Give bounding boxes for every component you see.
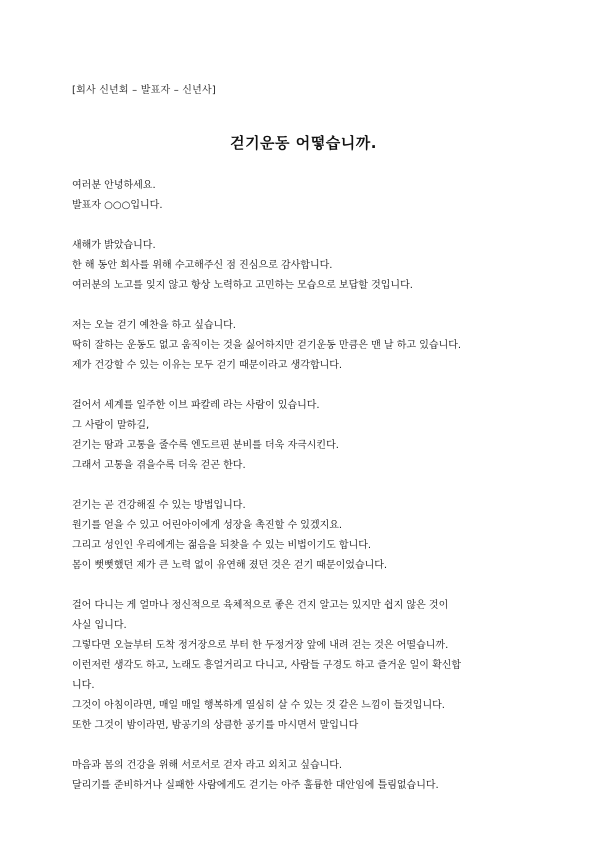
text-line: 그리고 성인인 우리에게는 젊음을 되찾을 수 있는 비법이기도 합니다. (72, 540, 372, 551)
text-line: 여러분의 노고를 잊지 않고 항상 노력하고 고민하는 모습으로 보답할 것입니다. (72, 280, 413, 291)
text-line: 또한 그것이 밤이라면, 밤공기의 상큼한 공기를 마시면서 말입니다 (72, 720, 359, 731)
paragraph (72, 756, 535, 796)
document-title: 걷기운동 어떻습니까. (230, 134, 377, 152)
text-line: 새해가 밝았습니다. (72, 240, 156, 251)
text-line: 몸이 뻣뻣했던 제가 큰 노력 없이 유연해 졌던 것은 걷기 때문이었습니다. (72, 560, 388, 571)
text-line: 달리기를 준비하거나 실패한 사람에게도 걷기는 아주 훌륭한 대안임에 틀림없습니다. (72, 780, 439, 791)
document-body (72, 176, 535, 796)
text-line: 제가 건강할 수 있는 이유는 모두 걷기 때문이라고 생각합니다. (72, 360, 343, 371)
text-line: 원기를 얻을 수 있고 어린아이에게 성장을 촉진할 수 있겠지요. (72, 520, 343, 531)
text-line: 한 해 동안 회사를 위해 수고해주신 점 진심으로 감사합니다. (72, 260, 333, 271)
text-line: 그 사람이 말하길, (72, 420, 150, 431)
paragraph (72, 236, 535, 296)
text-line: 걷기는 곧 건강해질 수 있는 방법입니다. (72, 500, 246, 511)
text-line: 걷기는 땀과 고통을 줄수록 엔도르핀 분비를 더욱 자극시킨다. (72, 440, 339, 451)
paragraph (72, 496, 535, 576)
text-line: 여러분 안녕하세요. (72, 180, 156, 191)
text-line: 사실 입니다. (72, 620, 127, 631)
text-line: 딱히 잘하는 운동도 없고 움직이는 것을 싫어하지만 걷기운동 만큼은 맨 날 하고 있습니다. (72, 340, 462, 351)
header-tag: [회사 신년회 – 발표자 – 신년사] (72, 85, 216, 96)
text-line: 그래서 고통을 겪을수록 더욱 걷곤 한다. (72, 460, 246, 471)
paragraph (72, 396, 535, 476)
text-line: 니다. (72, 680, 95, 691)
text-line: 걸어서 세계를 일주한 이브 파칼레 라는 사람이 있습니다. (72, 400, 320, 411)
text-line: 저는 오늘 걷기 예찬을 하고 싶습니다. (72, 320, 236, 331)
text-line: 걸어 다니는 게 얼마나 정신적으로 육체적으로 좋은 건지 알고는 있지만 쉽지 않은 것이 (72, 600, 449, 611)
text-line: 마음과 몸의 건강을 위해 서로서로 걷자 라고 외치고 싶습니다. (72, 760, 343, 771)
paragraph (72, 176, 535, 216)
text-line: 발표자 ○○○입니다. (72, 200, 163, 211)
paragraph (72, 316, 535, 376)
text-line: 그렇다면 오늘부터 도착 정거장으로 부터 한 두정거장 앞에 내려 걷는 것은 어떨습니까. (72, 640, 449, 651)
text-line: 그것이 아침이라면, 매일 매일 행복하게 열심히 살 수 있는 것 같은 느낌이 들것입니다. (72, 700, 445, 711)
paragraph (72, 596, 535, 736)
text-line: 이런저런 생각도 하고, 노래도 흥얼거리고 다니고, 사람들 구경도 하고 즐거운 일이 확신합 (72, 660, 462, 671)
